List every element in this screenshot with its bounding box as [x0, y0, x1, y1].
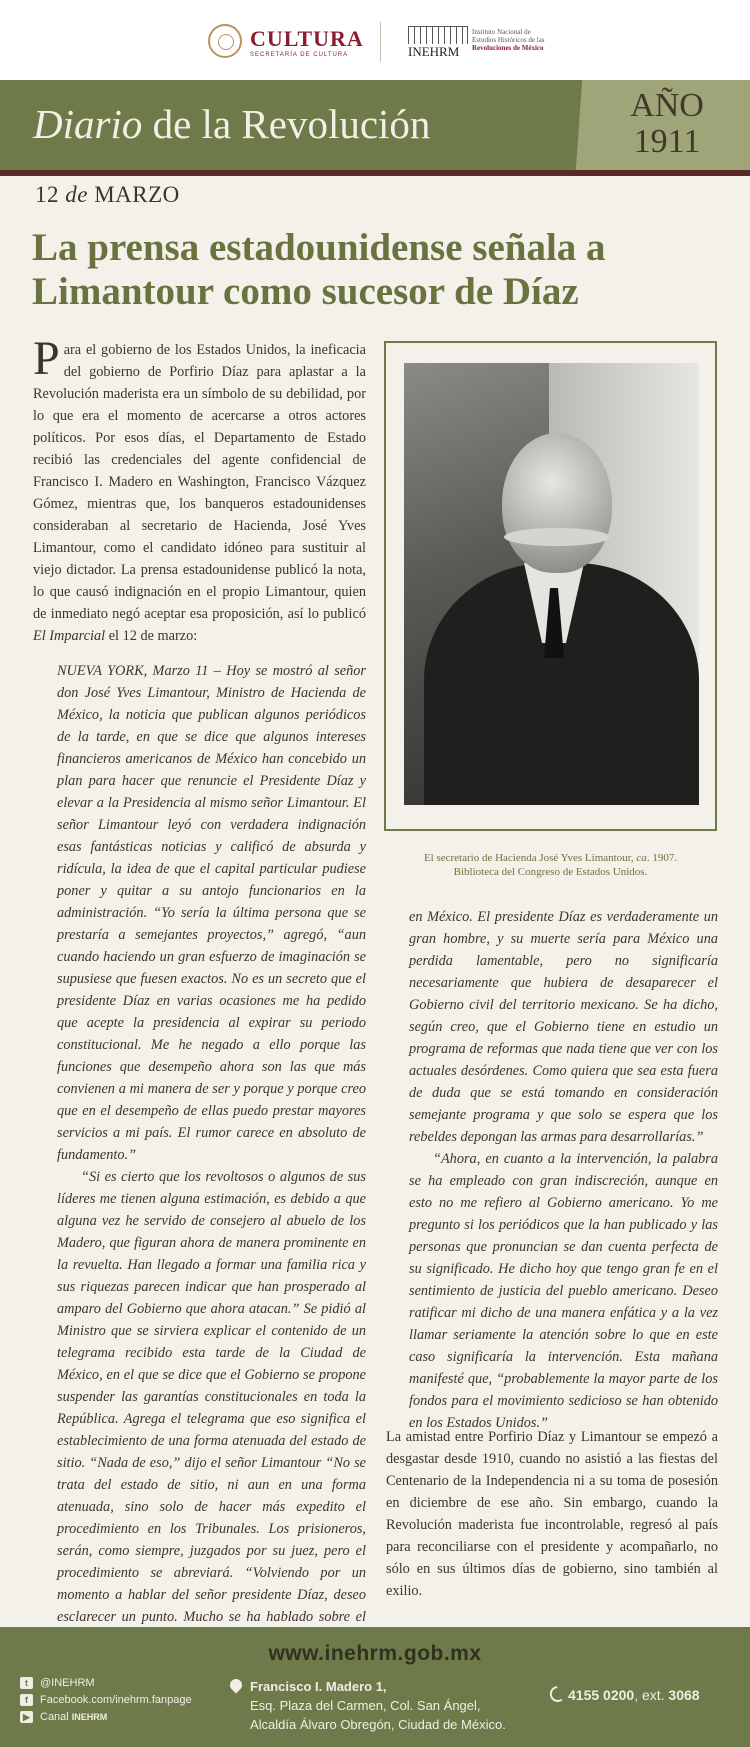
logo-divider	[380, 22, 381, 62]
eagle-seal-icon	[208, 24, 242, 58]
phone-ext: 3068	[668, 1687, 700, 1703]
quote-paragraph: en México. El presidente Díaz es verdaderamente un gran hombre, y su muerte sería para México una perdida lamentable, pero no significaría necesariamente que hubiera de desaparecer el Gobierno civil del territorio mexicano. Se ha dicho, según creo, que el Gobierno tiene en estudio un programa de reformas que nada tiene que ver con los actuales desórdenes. Como quiera que sea esta fuera de duda que se está tomando en consideración semejante programa y que solo se espera que los rebeldes depongan las armas para desarrollarías.”	[409, 909, 718, 1145]
inehrm-sub-line-2: Estudios Históricos de las	[472, 36, 545, 44]
portrait-head	[502, 433, 612, 573]
twitter-icon: t	[20, 1677, 33, 1689]
phone-main: 4155 0200	[568, 1687, 635, 1703]
facebook-url: Facebook.com/inehrm.fanpage	[40, 1694, 192, 1706]
youtube-name: INEHRM	[71, 1712, 108, 1722]
twitter-handle: @INEHRM	[40, 1677, 95, 1689]
caption-line-2: Biblioteca del Congreso de Estados Unidos.	[453, 866, 648, 878]
cultura-subtitle: SECRETARÍA DE CULTURA	[250, 52, 349, 58]
inehrm-sub-line-1: Instituto Nacional de	[472, 28, 531, 36]
lead-source: El Imparcial	[33, 628, 106, 644]
youtube-prefix: Canal	[40, 1711, 72, 1723]
youtube-link[interactable]	[20, 1709, 192, 1726]
quote-left-column	[57, 660, 366, 1650]
photo-caption	[384, 851, 717, 879]
headline: La prensa estadounidense señala a Limantour como sucesor de Díaz	[32, 226, 606, 313]
lead-text-1: ara el gobierno de los Estados Unidos, la ineficacia del gobierno de Porfirio Díaz para aplastar a la Revolución maderista era un símbolo de su debilidad, por lo que era el momento de acercarse a otros actores políticos. Por esos días, el Departamento de Estado recibió las credenciales del agente confidencial de Francisco I. Madero en Washington, Francisco Vázquez Gómez, mientras que, los banqueros estadounidenses consideraban al secretario de Hacienda, José Yves Limantour, como el candidato idóneo para sustituir al viejo dictador. La prensa estadounidense publicó la nota, lo que causó indignación en el propio Limantour, quien de inmediato negó aceptar esa proposición, así lo publicó	[33, 342, 366, 622]
photo-frame	[384, 341, 717, 831]
phone-icon	[548, 1686, 563, 1704]
lead-text-2: el 12 de marzo:	[105, 628, 198, 644]
closing-paragraph: La amistad entre Porfirio Díaz y Limantour se empezó a desgastar desde 1910, cuando no asistió a las fiestas del Centenario de la Independencia ni a su toma de posesión en diciembre de ese año. Sin embargo, cuando la Revolución maderista fue incontrolable, regresó al país para reconciliarse con el presidente y acompañarlo, no sólo en sus últimos días de gobierno, sino también al exilio.	[386, 1429, 718, 1599]
date-month: MARZO	[94, 182, 180, 207]
diary-title-rest: de la Revolución	[142, 101, 431, 147]
logo-bar	[0, 0, 750, 81]
portrait-moustache	[504, 528, 610, 546]
inehrm-subtitle	[472, 28, 552, 52]
quote-paragraph: “Si es cierto que los revoltosos o algunos de sus líderes me tienen alguna estimación, es debido a que alguna vez he servido de consejero al abuelo de los Madero, que figuran ahora de manera prominente en la revuelta. Han llegado a formar una familia rica y sus riquezas parecen indicar que han prosperado al amparo del Gobierno que ahora atacan.” Se pidió al Ministro que se sirviera explicar el contenido de un telegrama recibido esta tarde de la Ciudad de México, en el que se dice que el Gobierno se propone suspender las garantías constitucionales en toda la República. Agrega el telegrama que eso significa el establecimiento de una forma atenuada del estado de sitio. “Nada de eso,” dijo el señor Limantour “No se trata del estado de sitio, ni aun en una forma atenuada, sino solo de hacer más expedito el procedimiento en los Tribunales. Los prisioneros, serán, como siempre, juzgados por su juez, pero el procedimiento se abreviará. “Volviendo por un momento a hablar del señor presidente Díaz, deseo esclarecer un punto. Mucho se ha hablado sobre el	[57, 1169, 366, 1625]
facebook-icon: f	[20, 1694, 33, 1706]
entry-date	[35, 182, 180, 208]
phone-number[interactable]	[568, 1687, 700, 1703]
year-word: AÑO	[630, 87, 704, 124]
limantour-portrait	[404, 363, 699, 805]
youtube-icon: ▶	[20, 1711, 33, 1723]
caption-ca: ca	[636, 852, 647, 864]
phone-ext-label: , ext.	[634, 1687, 669, 1703]
facebook-link[interactable]	[20, 1692, 192, 1709]
quote-paragraph: “Ahora, en cuanto a la intervención, la palabra se ha empleado con gran indiscreción, aunque en esto no me refiero al Gobierno americano. Yo me pregunto si los periódicos que la han publicado y las personas que pronuncian se dan cuenta perfecta de su significado. He dicho hoy que tengo gran fe en el sentimiento de justicia del pueblo americano. Deseo ratificar mi dicho de una manera enfática y a la vez llamar seriamente la atención sobre lo que en este caso significaría la intervención. Esta mañana manifesté que, “probablemente la mayor parte de los fondos para el movimiento sedicioso se han obtenido en los Estados Unidos.”	[409, 1151, 718, 1431]
quote-paragraph: NUEVA YORK, Marzo 11 – Hoy se mostró al señor don José Yves Limantour, Ministro de Hacienda de México, la noticia que publican algunos periódicos de la tarde, en que se dice que algunos intereses financieros americanos de México han concebido un plan para hacer que renuncie el Presidente Díaz y elevar a la Presidencia al mismo señor Limantour. El señor Limantour leyó con verdadera indignación esas fantásticas noticias y calificó de absurda y ridícula, la idea de que el capital particular pudiese poner y quitar a su antojo funcionarios en la administración. “Yo sería la última persona que se prestaría a semejantes proyectos,” agregó, “aun cuando haciendo un gran esfuerzo de imaginación se supusiese que fuesen exactos. No es un secreto que el presidente Díaz en varias ocasiones me ha pedido que acepte la presidencia al expirar su periodo constitucional. Me he negado a ello porque las funciones que desempeño ahora son las que más convienen a mi manera de ser y porque y porque creo que en el desempeño de ellas puedo prestar mayores servicios a mi país. El rumor carece en absoluto de fundamento.”	[57, 663, 366, 1163]
address-line-2: Esq. Plaza del Carmen, Col. San Ángel,	[250, 1698, 481, 1713]
address-line-3: Alcaldía Álvaro Obregón, Ciudad de México.	[250, 1717, 506, 1732]
quote-right-column	[409, 906, 718, 1434]
drop-cap: P	[33, 332, 60, 385]
diary-title	[33, 100, 430, 148]
building-icon	[408, 26, 468, 44]
address-title: Francisco I. Madero 1,	[250, 1679, 387, 1694]
date-day: 12	[35, 182, 59, 207]
inehrm-name: INEHRM	[408, 44, 460, 59]
title-banner	[0, 80, 750, 170]
cultura-name: CULTURA	[250, 26, 364, 51]
lead-paragraph	[33, 332, 366, 647]
caption-text-2: . 1907.	[646, 852, 678, 864]
inehrm-sub-line-3: Revoluciones de México	[472, 44, 544, 52]
website-link[interactable]: www.inehrm.gob.mx	[268, 1642, 482, 1665]
caption-text-1: El secretario de Hacienda José Yves Limantour,	[423, 852, 637, 864]
banner-stripe	[0, 170, 750, 176]
date-de: de	[65, 182, 88, 207]
footer	[0, 1627, 750, 1747]
year-label	[607, 88, 727, 160]
twitter-link[interactable]	[20, 1675, 192, 1692]
location-pin-icon	[228, 1677, 245, 1694]
year-number: 1911	[633, 123, 701, 160]
diary-title-italic: Diario	[33, 101, 143, 147]
social-links	[20, 1675, 192, 1726]
year-box	[585, 80, 750, 170]
address	[250, 1677, 506, 1734]
